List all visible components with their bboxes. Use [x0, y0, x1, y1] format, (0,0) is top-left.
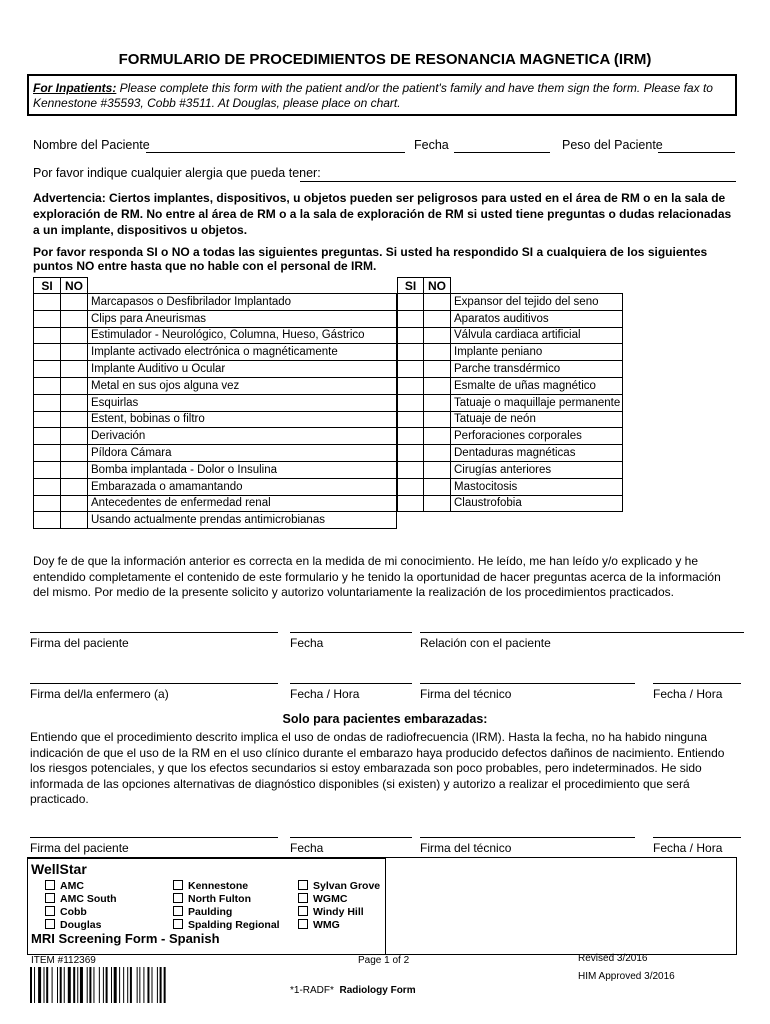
barcode-bar: [46, 967, 48, 1003]
facility-label: Kennestone: [188, 880, 249, 892]
question-row: [34, 495, 397, 512]
facility-option[interactable]: [45, 880, 117, 893]
facility-option[interactable]: [298, 906, 380, 919]
no-checkbox[interactable]: [61, 411, 88, 428]
question-row: [34, 294, 397, 311]
inpatients-label: For Inpatients:: [33, 81, 117, 95]
question-row: [398, 394, 623, 411]
no-checkbox[interactable]: [424, 461, 451, 478]
no-checkbox[interactable]: [424, 478, 451, 495]
question-row: [398, 411, 623, 428]
question-label: Estent, bobinas o filtro: [88, 411, 397, 428]
question-row: [34, 428, 397, 445]
question-label: Aparatos auditivos: [451, 310, 623, 327]
no-checkbox[interactable]: [424, 495, 451, 512]
facility-option[interactable]: [45, 906, 117, 919]
barcode-bar: [93, 967, 94, 1003]
facility-col-2: [173, 880, 280, 932]
si-checkbox[interactable]: [398, 327, 424, 344]
question-row: [398, 428, 623, 445]
no-checkbox[interactable]: [61, 495, 88, 512]
barcode-bar: [119, 967, 120, 1003]
question-row: [398, 361, 623, 378]
question-row: [34, 461, 397, 478]
barcode-bar: [157, 967, 158, 1003]
item-number: ITEM #112369: [31, 955, 96, 966]
checkbox-icon[interactable]: [45, 906, 55, 916]
facility-option[interactable]: [173, 880, 280, 893]
no-checkbox[interactable]: [61, 327, 88, 344]
si-checkbox[interactable]: [34, 344, 61, 361]
question-label: Válvula cardiaca artificial: [451, 327, 623, 344]
si-checkbox[interactable]: [398, 461, 424, 478]
question-label: Clips para Aneurismas: [88, 310, 397, 327]
checkbox-icon[interactable]: [298, 893, 308, 903]
sig3-tech-field[interactable]: [420, 837, 635, 855]
barcode-bar: [89, 967, 91, 1003]
nurse-signature-field[interactable]: [30, 683, 278, 701]
question-row: [34, 445, 397, 462]
sig2-datetime2-label: Fecha / Hora: [653, 687, 723, 701]
checkbox-icon[interactable]: [173, 880, 183, 890]
question-label: Tatuaje o maquillaje permanente: [451, 394, 623, 411]
questions-table-right: [397, 277, 623, 512]
question-label: Bomba implantada - Dolor o Insulina: [88, 461, 397, 478]
sig3-date-label: Fecha: [290, 841, 324, 855]
question-row: [34, 327, 397, 344]
attestation-text: Doy fe de que la información anterior es correcta en la medida de mi conocimiento. He leído, me han leído y/o explicado y he entendido completamente el contenido de este formulario y he tenido la oportunidad de hacer preguntas acerca de la información del mismo. Por medio de la presente solicito y autorizo voluntariamente la realización de los procedimientos practicados.: [33, 554, 721, 599]
barcode-bar: [123, 967, 124, 1003]
si-checkbox[interactable]: [34, 478, 61, 495]
barcode-bar: [114, 967, 117, 1003]
inpatients-notice: [27, 74, 737, 116]
no-checkbox[interactable]: [424, 361, 451, 378]
si-checkbox[interactable]: [34, 428, 61, 445]
facility-label: Cobb: [60, 906, 87, 918]
radf-text: *1-RADF*: [290, 985, 334, 996]
barcode-bar: [64, 967, 65, 1003]
checkbox-icon[interactable]: [173, 906, 183, 916]
si-checkbox[interactable]: [34, 377, 61, 394]
no-checkbox[interactable]: [61, 445, 88, 462]
weight-field[interactable]: [658, 152, 735, 153]
checkbox-icon[interactable]: [173, 893, 183, 903]
barcode-bar: [38, 967, 41, 1003]
si-checkbox[interactable]: [34, 461, 61, 478]
si-checkbox[interactable]: [34, 361, 61, 378]
revised-date: Revised 3/2016: [578, 953, 648, 964]
tech-signature-field[interactable]: [420, 683, 635, 701]
question-label: Metal en sus ojos alguna vez: [88, 377, 397, 394]
si-checkbox[interactable]: [398, 344, 424, 361]
no-checkbox[interactable]: [61, 512, 88, 529]
si-checkbox[interactable]: [34, 445, 61, 462]
sig3-date-field[interactable]: [290, 837, 412, 855]
barcode-bar: [77, 967, 78, 1003]
no-checkbox[interactable]: [61, 461, 88, 478]
question-row: [398, 495, 623, 512]
barcode-bar: [143, 967, 144, 1003]
question-label: Estimulador - Neurológico, Columna, Hueso, Gástrico: [88, 327, 397, 344]
form-title: FORMULARIO DE PROCEDIMIENTOS DE RESONANCIA MAGNETICA (IRM): [118, 51, 652, 68]
no-checkbox[interactable]: [424, 327, 451, 344]
no-checkbox[interactable]: [424, 394, 451, 411]
no-checkbox[interactable]: [61, 394, 88, 411]
facility-label: WMG: [313, 919, 340, 931]
si-checkbox[interactable]: [34, 512, 61, 529]
barcode-bar: [139, 967, 140, 1003]
facility-label: Paulding: [188, 906, 233, 918]
facility-col-3: [298, 880, 380, 932]
pregnant-patient-signature-label: Firma del paciente: [30, 841, 129, 855]
barcode-bar: [52, 967, 53, 1003]
facility-label: WGMC: [313, 893, 348, 905]
question-label: Implante activado electrónica o magnéticamente: [88, 344, 397, 361]
sig1-date-label: Fecha: [290, 636, 324, 650]
facility-label: Sylvan Grove: [313, 880, 381, 892]
no-checkbox[interactable]: [424, 310, 451, 327]
facility-option[interactable]: [45, 893, 117, 906]
no-checkbox[interactable]: [61, 344, 88, 361]
sig3-tech-label: Firma del técnico: [420, 841, 512, 855]
si-checkbox[interactable]: [398, 428, 424, 445]
facility-option[interactable]: [298, 880, 380, 893]
facility-label: Spalding Regional: [188, 919, 280, 931]
nurse-signature-label: Firma del/la enfermero (a): [30, 687, 169, 701]
question-label: Marcapasos o Desfibrilador Implantado: [88, 294, 397, 311]
question-label: Derivación: [88, 428, 397, 445]
no-checkbox[interactable]: [61, 377, 88, 394]
barcode-bar: [30, 967, 32, 1003]
relation-field[interactable]: [420, 632, 744, 650]
question-row: [398, 327, 623, 344]
question-row: [398, 294, 623, 311]
question-label: Usando actualmente prendas antimicrobianas: [88, 512, 397, 529]
barcode-bar: [103, 967, 104, 1003]
barcode-bar: [111, 967, 112, 1003]
si-checkbox[interactable]: [398, 394, 424, 411]
si-checkbox[interactable]: [34, 327, 61, 344]
facility-label: AMC South: [60, 893, 117, 905]
patient-name-field[interactable]: [146, 152, 405, 153]
page-number: Page 1 of 2: [358, 955, 410, 966]
barcode-bar: [164, 967, 166, 1003]
question-label: Esquirlas: [88, 394, 397, 411]
facility-option[interactable]: [298, 919, 380, 932]
checkbox-icon[interactable]: [45, 919, 55, 929]
question-label: Esmalte de uñas magnético: [451, 377, 623, 394]
question-label: Claustrofobia: [451, 495, 623, 512]
no-checkbox[interactable]: [424, 428, 451, 445]
question-row: [398, 310, 623, 327]
no-checkbox[interactable]: [61, 310, 88, 327]
no-checkbox[interactable]: [424, 377, 451, 394]
no-checkbox[interactable]: [424, 294, 451, 311]
question-row: [398, 445, 623, 462]
barcode-bar: [68, 967, 71, 1003]
question-row: [34, 512, 397, 529]
question-label: Implante Auditivo u Ocular: [88, 361, 397, 378]
si-checkbox[interactable]: [34, 310, 61, 327]
no-checkbox[interactable]: [61, 478, 88, 495]
si-checkbox[interactable]: [398, 377, 424, 394]
si-checkbox[interactable]: [398, 411, 424, 428]
barcode-bar: [152, 967, 153, 1003]
si-checkbox[interactable]: [34, 495, 61, 512]
no-checkbox[interactable]: [61, 428, 88, 445]
facility-label: Douglas: [60, 919, 102, 931]
no-checkbox[interactable]: [424, 445, 451, 462]
barcode-bar: [44, 967, 45, 1003]
question-label: Parche transdérmico: [451, 361, 623, 378]
patient-name-label: Nombre del Paciente: [33, 138, 150, 152]
question-label: Píldora Cámara: [88, 445, 397, 462]
barcode-bar: [99, 967, 100, 1003]
question-label: Perforaciones corporales: [451, 428, 623, 445]
pregnant-patient-signature-field[interactable]: [30, 837, 278, 855]
allergy-field[interactable]: [300, 181, 736, 182]
date-field[interactable]: [454, 152, 550, 153]
form-name: MRI Screening Form - Spanish: [31, 931, 220, 946]
no-header: NO: [61, 278, 88, 294]
question-row: [398, 461, 623, 478]
question-row: [398, 344, 623, 361]
si-checkbox[interactable]: [398, 495, 424, 512]
question-label: Expansor del tejido del seno: [451, 294, 623, 311]
question-row: [34, 377, 397, 394]
facility-label: AMC: [60, 880, 84, 892]
question-row: [34, 394, 397, 411]
relation-label: Relación con el paciente: [420, 636, 551, 650]
si-header-right: SI: [398, 278, 424, 294]
barcode-bar: [73, 967, 75, 1003]
barcode-bar: [87, 967, 88, 1003]
facility-option[interactable]: [173, 893, 280, 906]
no-checkbox[interactable]: [61, 361, 88, 378]
facility-col-1: [45, 880, 117, 932]
question-label: Mastocitosis: [451, 478, 623, 495]
question-label: Tatuaje de neón: [451, 411, 623, 428]
tech-signature-label: Firma del técnico: [420, 687, 512, 701]
weight-label: Peso del Paciente: [562, 138, 663, 152]
checkbox-icon[interactable]: [298, 906, 308, 916]
patient-signature-label: Firma del paciente: [30, 636, 129, 650]
barcode-bar: [130, 967, 132, 1003]
sig3-datetime-field[interactable]: [653, 837, 741, 855]
inpatients-text: Please complete this form with the patient and/or the patient's family and have them sign the form. Please fax to Kennestone #35593, Cobb #3511. At Douglas, please place on chart.: [33, 81, 713, 110]
si-checkbox[interactable]: [34, 394, 61, 411]
patient-signature-field[interactable]: [30, 632, 278, 650]
no-checkbox[interactable]: [424, 411, 451, 428]
allergy-label: Por favor indique cualquier alergia que pueda tener:: [33, 166, 321, 180]
si-checkbox[interactable]: [398, 294, 424, 311]
barcode-icon: [30, 967, 208, 1003]
sig2-datetime-field[interactable]: [290, 683, 412, 701]
checkbox-icon[interactable]: [298, 880, 308, 890]
no-checkbox[interactable]: [61, 294, 88, 311]
no-header-right: NO: [424, 278, 451, 294]
date-label: Fecha: [414, 138, 449, 152]
checkbox-icon[interactable]: [298, 919, 308, 929]
si-header: SI: [34, 278, 61, 294]
no-checkbox[interactable]: [424, 344, 451, 361]
sig2-datetime-label: Fecha / Hora: [290, 687, 360, 701]
radiology-form-label: Radiology Form: [339, 985, 416, 996]
si-checkbox[interactable]: [398, 361, 424, 378]
sig2-datetime2-field[interactable]: [653, 683, 741, 701]
barcode-bar: [160, 967, 162, 1003]
wellstar-brand: WellStar: [31, 861, 87, 877]
barcode-bar: [80, 967, 83, 1003]
sig3-datetime-label: Fecha / Hora: [653, 841, 723, 855]
question-row: [34, 344, 397, 361]
radf-code: [290, 985, 416, 996]
question-row: [398, 377, 623, 394]
checkbox-icon[interactable]: [45, 880, 55, 890]
question-label: Embarazada o amamantando: [88, 478, 397, 495]
barcode-bar: [57, 967, 58, 1003]
barcode-bar: [106, 967, 108, 1003]
question-row: [34, 411, 397, 428]
instruction-text: Por favor responda SI o NO a todas las siguientes preguntas. Si usted ha respondido SI a cualquiera de los siguientes puntos NO entre hasta que no hable con el personal de IRM.: [33, 245, 708, 273]
si-checkbox[interactable]: [398, 310, 424, 327]
approved-date: HIM Approved 3/2016: [578, 971, 675, 982]
question-label: Cirugías anteriores: [451, 461, 623, 478]
facility-label: Windy Hill: [313, 906, 364, 918]
si-checkbox[interactable]: [34, 411, 61, 428]
checkbox-icon[interactable]: [45, 893, 55, 903]
pregnant-heading: Solo para pacientes embarazadas:: [282, 712, 488, 726]
question-label: Implante peniano: [451, 344, 623, 361]
barcode-bar: [147, 967, 149, 1003]
pregnant-text: Entiendo que el procedimiento descrito implica el uso de ondas de radiofrecuencia (IRM). Hasta la fecha, no ha habido ninguna indicación de que el uso de la RM en el uso clínico durante el embarazo haya producido defectos dañinos de nacimiento. Entiendo los riesgos potenciales, y que los efectos secundarios si estoy embarazada son poco probables, pero indeterminados. He sido informada de las opciones alternativas de diagnóstico disponibles (si existen) y autorizo a realizar el procedimiento que será practicado.: [30, 730, 725, 806]
barcode-bar: [137, 967, 138, 1003]
barcode-bar: [34, 967, 35, 1003]
warning-text: Advertencia: Ciertos implantes, dispositivos, u objetos pueden ser peligrosos para usted en el área de RM o en la sala de exploración de RM. No entre al área de RM o a la sala de exploración de RM si usted tiene preguntas o dudas relacionadas a un implante, dispositivos u objetos.: [33, 191, 732, 237]
sig1-date-field[interactable]: [290, 632, 412, 650]
si-checkbox[interactable]: [398, 478, 424, 495]
checkbox-icon[interactable]: [173, 919, 183, 929]
question-label: Antecedentes de enfermedad renal: [88, 495, 397, 512]
facility-label: North Fulton: [188, 893, 251, 905]
question-row: [34, 310, 397, 327]
facility-option[interactable]: [173, 906, 280, 919]
questions-table-left: [33, 277, 397, 529]
question-row: [34, 361, 397, 378]
facility-option[interactable]: [298, 893, 380, 906]
si-checkbox[interactable]: [34, 294, 61, 311]
barcode-bar: [127, 967, 128, 1003]
question-row: [34, 478, 397, 495]
question-row: [398, 478, 623, 495]
si-checkbox[interactable]: [398, 445, 424, 462]
question-label: Dentaduras magnéticas: [451, 445, 623, 462]
barcode-bar: [60, 967, 62, 1003]
